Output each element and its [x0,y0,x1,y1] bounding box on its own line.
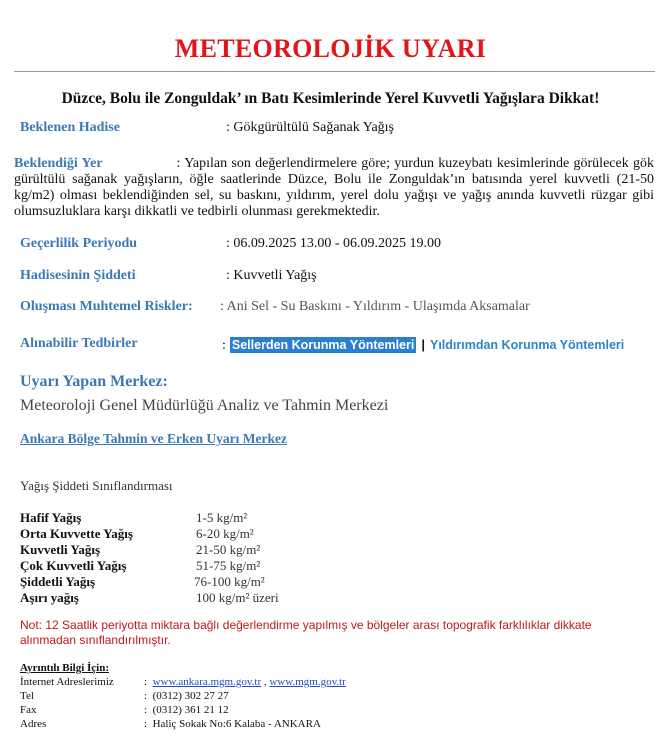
field-value-hadise: : Gökgürültülü Sağanak Yağış [226,120,394,135]
warning-headline: Düzce, Bolu ile Zonguldak’ ın Batı Kesimlerinde Yerel Kuvvetli Yağışlara Dikkat! [61,90,600,107]
title-divider [14,71,655,72]
field-label-riskler: Oluşması Muhtemel Riskler: [20,299,193,314]
internet-label: İnternet Adreslerimiz [20,676,114,688]
class-name-2: Kuvvetli Yağış [20,542,101,557]
adres-colon: : [144,718,148,730]
field-label-siddet: Hadisesinin Şiddeti [20,268,136,283]
tel-colon: : [144,690,148,702]
adres-label: Adres [20,718,47,730]
mgm-site-link[interactable]: www.mgm.gov.tr [269,676,346,688]
internet-colon: : [144,676,148,688]
ankara-center-link[interactable]: Ankara Bölge Tahmin ve Erken Uyarı Merkez [20,431,287,446]
adres-value [144,718,321,730]
class-value-5: 100 kg/m² üzeri [196,590,279,605]
class-value-4: 76-100 kg/m² [194,574,265,589]
fax-label: Fax [20,704,37,716]
field-value-siddet: : Kuvvetli Yağış [226,268,317,283]
field-beklendigi-yer [14,156,654,220]
field-value-periyot: : 06.09.2025 13.00 - 06.09.2025 19.00 [226,236,442,251]
ankara-site-link[interactable]: www.ankara.mgm.gov.tr [152,676,262,688]
field-label-periyot: Geçerlilik Periyodu [20,236,138,251]
class-name-4: Şiddetli Yağış [20,574,96,589]
field-label-tedbirler: Alınabilir Tedbirler [20,336,138,351]
class-value-0: 1-5 kg/m² [196,510,248,525]
issuing-center-name: Meteoroloji Genel Müdürlüğü Analiz ve Tahmin Merkezi [20,397,389,414]
class-value-1: 6-20 kg/m² [196,526,254,541]
issuing-center-heading: Uyarı Yapan Merkez: [20,373,168,390]
tel-number: (0312) 302 27 27 [152,690,229,702]
class-name-1: Orta Kuvvette Yağış [20,526,133,541]
class-name-3: Çok Kuvvetli Yağış [20,558,127,573]
lightning-protection-link[interactable]: Yıldırımdan Korunma Yöntemleri [430,338,625,352]
field-label-yer: Beklendiği Yer [14,156,103,171]
class-value-3: 51-75 kg/m² [196,558,261,573]
link-comma: , [261,676,270,688]
internet-value [144,676,346,688]
tedbirler-links [222,336,624,354]
page-title: METEOROLOJİK UYARI [174,34,487,63]
classification-title: Yağış Şiddeti Sınıflandırması [20,478,173,493]
info-title: Ayrıntılı Bilgi İçin: [20,662,110,674]
tel-value [144,690,229,702]
adres-text: Haliç Sokak No:6 Kalaba - ANKARA [152,718,321,730]
classification-note: Not: 12 Saatlik periyotta miktara bağlı değerlendirme yapılmış ve bölgeler arası topografik farklılıklar dikkate alınmadan sınıflandırılmıştır. [20,618,592,647]
fax-number: (0312) 361 21 12 [152,704,229,716]
fax-value [144,704,229,716]
field-label-hadise: Beklenen Hadise [20,120,120,135]
class-value-2: 21-50 kg/m² [196,542,261,557]
link-separator: | [421,337,425,352]
class-name-0: Hafif Yağış [20,510,82,525]
tedbirler-colon: : [222,338,226,353]
field-value-riskler: : Ani Sel - Su Baskını - Yıldırım - Ulaşımda Aksamalar [220,299,530,314]
class-name-5: Aşırı yağış [20,590,79,605]
fax-colon: : [144,704,148,716]
flood-protection-link[interactable]: Sellerden Korunma Yöntemleri [231,338,415,352]
field-value-yer: : Yapılan son değerlendirmelere göre; yurdun kuzeybatı kesimlerinde görülecek gök gürültülü sağanak yağışların, öğle saatlerinde Düzce, Bolu ile Zonguldak’ın batısında yerel kuvvetli (21-50 kg/m2) olması beklendiğinden sel, su baskını, yıldırım, yerel dolu yağışı ve yağış anında kuvvetli rüzgar gibi olumsuzluklara karşı dikkatli ve tedbirli olunması gerekmektedir. [14,156,654,219]
tel-label: Tel [20,690,34,702]
